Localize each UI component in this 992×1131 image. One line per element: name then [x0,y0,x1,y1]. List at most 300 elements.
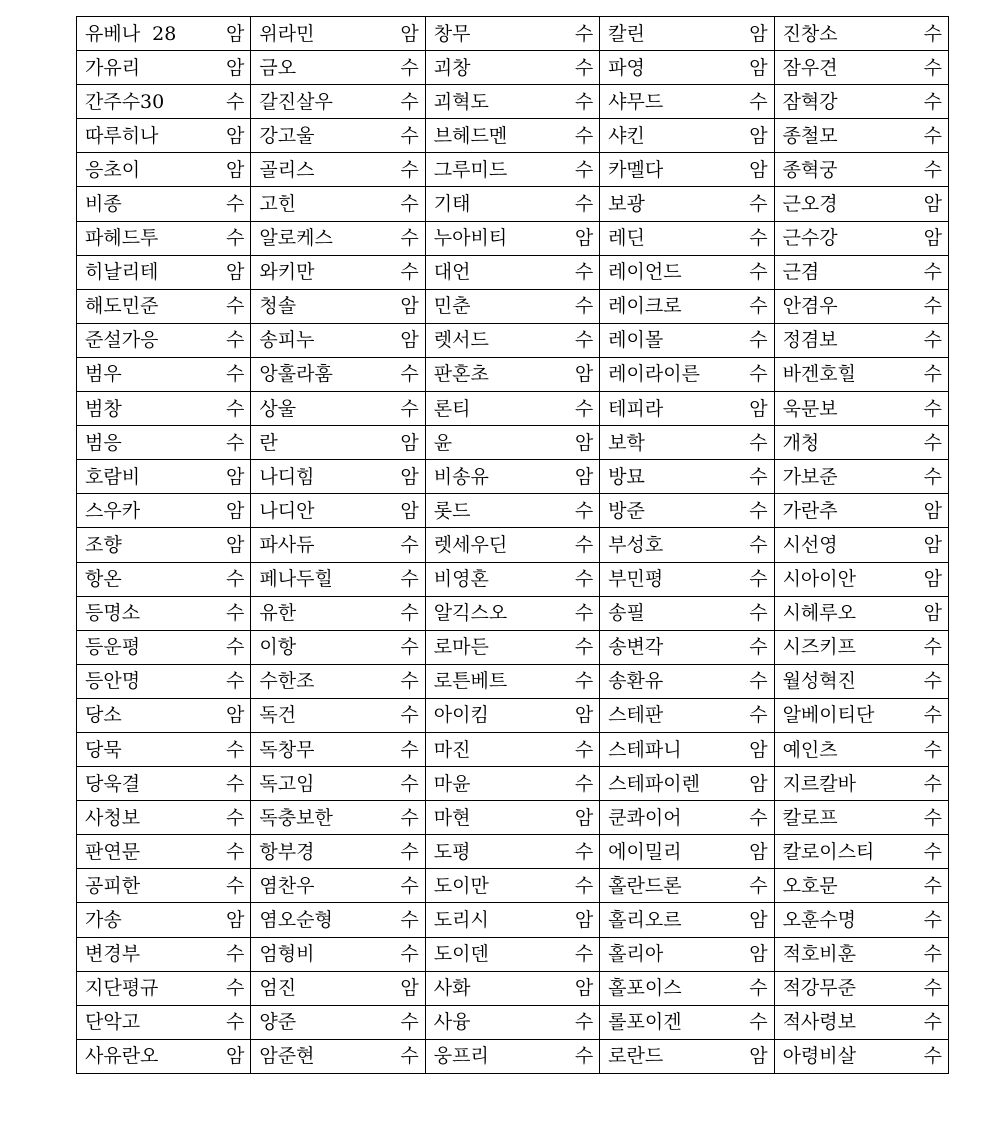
entry-gender: 수 [400,636,419,659]
table-cell [600,732,774,766]
cell-content [608,330,767,350]
table-cell [600,153,774,187]
table-cell [77,767,251,801]
table-cell [600,1005,774,1039]
entry-name: 바겐호힐 [782,363,856,386]
entry-gender: 암 [226,499,245,522]
entry-name: 잠우견 [782,56,838,79]
cell-content [259,433,418,453]
cell-content [608,603,767,623]
entry-name: 안겸우 [782,295,838,318]
entry-name: 등명소 [85,602,141,625]
entry-name: 창무 [433,22,471,45]
cell-content [434,1012,593,1032]
table-cell [251,392,425,426]
entry-name: 알베이티단 [782,704,875,727]
entry-name: 칼로프 [782,806,838,829]
cell-content [783,774,942,794]
entry-name: 로튼베트 [433,670,508,693]
cell-content [85,774,244,794]
table-cell [600,562,774,596]
table-row [77,971,949,1005]
cell-content [259,58,418,78]
cell-content [434,774,593,794]
cell-content [608,262,767,282]
cell-content [608,740,767,760]
entry-gender: 수 [574,636,594,659]
cell-content [783,637,942,657]
cell-content [85,637,244,657]
table-cell [600,255,774,289]
entry-gender: 암 [226,908,245,931]
entry-gender: 수 [923,397,942,420]
entry-name: 욱문보 [782,397,838,420]
cell-content [85,705,244,725]
table-cell [425,289,599,323]
table-cell [251,289,425,323]
table-cell [600,426,774,460]
table-cell [600,221,774,255]
cell-content [783,126,942,146]
cell-content [434,399,593,419]
entry-gender: 수 [749,227,768,250]
table-cell [251,153,425,187]
entry-name: 독고임 [259,772,315,795]
entry-gender: 수 [574,602,594,625]
entry-name: 브헤드멘 [433,124,508,147]
entry-name: 파사듀 [259,533,315,556]
cell-content [259,944,418,964]
cell-content [608,58,767,78]
table-cell [600,630,774,664]
table-cell [600,17,774,51]
cell-content [259,842,418,862]
entry-gender: 수 [749,261,768,284]
entry-name: 그루미드 [433,158,508,181]
table-cell [425,153,599,187]
cell-content [259,24,418,44]
entry-name: 위라민 [259,22,315,45]
table-row [77,460,949,494]
entry-gender: 수 [226,943,245,966]
cell-content [783,671,942,691]
entry-gender: 암 [923,533,942,556]
entry-name: 해도민준 [85,295,159,318]
table-cell [425,17,599,51]
table-cell [774,51,948,85]
entry-name: 시헤루오 [782,602,856,625]
entry-name: 수한조 [259,670,315,693]
entry-name: 웅프리 [433,1045,489,1068]
entry-name: 레딘 [608,227,645,250]
table-cell [425,221,599,255]
table-cell [774,17,948,51]
entry-gender: 암 [923,499,942,522]
entry-gender: 수 [749,90,768,113]
table-cell [425,562,599,596]
entry-gender: 수 [574,158,594,181]
entry-name: 항온 [85,568,122,591]
entry-name: 홀란드론 [608,874,682,897]
entry-name: 고힌 [259,193,297,216]
cell-content [608,228,767,248]
entry-gender: 암 [749,772,768,795]
table-cell [77,221,251,255]
cell-content [259,399,418,419]
entry-name: 렛서드 [433,329,489,352]
cell-content [434,842,593,862]
cell-content [608,808,767,828]
table-cell [425,51,599,85]
entry-gender: 수 [574,295,594,318]
entry-name: 와키만 [259,261,315,284]
entry-name: 스테판 [608,704,664,727]
cell-content [783,740,942,760]
entry-gender: 수 [574,1011,594,1034]
entry-gender: 수 [400,670,419,693]
table-cell [251,357,425,391]
entry-gender: 수 [226,738,245,761]
table-cell [774,596,948,630]
entry-gender: 암 [226,56,245,79]
entry-gender: 수 [749,806,768,829]
table-cell [774,289,948,323]
table-cell [774,153,948,187]
cell-content [783,842,942,862]
entry-gender: 수 [226,840,245,863]
table-row [77,596,949,630]
cell-content [259,126,418,146]
entry-gender: 수 [400,261,419,284]
cell-content [783,433,942,453]
entry-name: 지르칼바 [782,772,856,795]
cell-content [259,296,418,316]
entry-gender: 수 [574,943,594,966]
table-cell [600,801,774,835]
cell-content [85,876,244,896]
table-cell [251,630,425,664]
table-row [77,119,949,153]
table-cell [600,357,774,391]
cell-content [85,808,244,828]
entry-gender: 수 [923,431,942,454]
entry-name: 렛세우딘 [433,533,508,556]
table-cell [425,732,599,766]
entry-name: 카멜다 [608,158,664,181]
entry-gender: 수 [749,636,768,659]
entry-gender: 암 [226,261,245,284]
cell-content [259,740,418,760]
cell-content [85,160,244,180]
cell-content [434,705,593,725]
cell-content [608,876,767,896]
entry-gender: 암 [226,533,245,556]
entry-name: 따루히나 [85,124,159,147]
entry-name: 스테파이렌 [608,772,700,795]
table-cell [774,119,948,153]
entry-name: 당소 [85,704,122,727]
table-cell [774,221,948,255]
table-row [77,903,949,937]
entry-gender: 수 [226,602,245,625]
table-cell [774,664,948,698]
cell-content [259,467,418,487]
table-cell [251,937,425,971]
cell-content [608,501,767,521]
table-row [77,187,949,221]
entry-gender: 수 [749,568,768,591]
cell-content [608,194,767,214]
table-cell [77,835,251,869]
table-cell [251,971,425,1005]
entry-gender: 수 [226,363,245,386]
table-cell [77,255,251,289]
entry-name: 유한 [259,602,297,625]
cell-content [608,910,767,930]
entry-name: 오호문 [782,874,838,897]
table-cell [600,528,774,562]
table-cell [251,323,425,357]
cell-content [85,1012,244,1032]
table-cell [251,698,425,732]
entry-gender: 수 [923,465,942,488]
entry-name: 도이만 [433,874,489,897]
entry-gender: 수 [749,465,768,488]
table-cell [600,51,774,85]
entry-gender: 암 [400,295,419,318]
table-cell [251,17,425,51]
cell-content [259,228,418,248]
entry-name: 보학 [608,431,645,454]
entry-gender: 수 [574,533,594,556]
entry-gender: 수 [400,738,419,761]
cell-content [259,535,418,555]
table-cell [77,698,251,732]
entry-gender: 수 [923,738,942,761]
entry-gender: 수 [400,874,419,897]
entry-gender: 암 [400,977,419,1000]
entry-gender: 수 [226,90,245,113]
table-cell [600,767,774,801]
entry-name: 기태 [433,193,471,216]
table-cell [774,255,948,289]
table-cell [774,630,948,664]
cell-content [85,1046,244,1066]
entry-gender: 수 [923,22,942,45]
table-cell [774,835,948,869]
entry-name: 양준 [259,1011,297,1034]
cell-content [608,24,767,44]
cell-content [259,978,418,998]
entry-gender: 수 [923,704,942,727]
cell-content [783,808,942,828]
cell-content [783,944,942,964]
table-cell [425,596,599,630]
table-cell [77,119,251,153]
entry-gender: 수 [226,193,245,216]
entry-name: 적호비훈 [782,943,856,966]
table-cell [774,187,948,221]
cell-content [608,569,767,589]
entry-name: 당묵 [85,738,122,761]
cell-content [85,603,244,623]
entry-name: 판혼초 [433,363,489,386]
table-cell [774,562,948,596]
table-row [77,1005,949,1039]
table-cell [251,426,425,460]
cell-content [85,24,244,44]
table-cell [600,187,774,221]
entry-gender: 수 [400,943,419,966]
entry-name: 종철모 [782,124,838,147]
cell-content [783,501,942,521]
entry-name: 도이덴 [433,943,489,966]
entry-gender: 암 [574,431,594,454]
entry-gender: 수 [923,943,942,966]
table-cell [600,85,774,119]
entry-name: 사융 [433,1011,471,1034]
entry-gender: 수 [226,295,245,318]
entry-gender: 수 [400,158,419,181]
entry-gender: 수 [923,874,942,897]
table-cell [77,357,251,391]
entry-gender: 수 [226,977,245,1000]
cell-content [783,1012,942,1032]
table-cell [425,426,599,460]
entry-name: 응초이 [85,158,141,181]
table-cell [774,732,948,766]
entry-name: 사청보 [85,806,141,829]
entry-name: 마윤 [433,772,471,795]
table-cell [251,119,425,153]
entry-name: 갈진살우 [259,90,333,113]
table-cell [77,426,251,460]
table-cell [600,869,774,903]
cell-content [608,467,767,487]
table-cell [251,767,425,801]
table-cell [251,835,425,869]
entry-name: 시아이안 [782,568,856,591]
table-row [77,392,949,426]
table-cell [77,392,251,426]
table-cell [251,1005,425,1039]
table-cell [600,596,774,630]
entry-gender: 수 [749,704,768,727]
entry-name: 레이크로 [608,295,682,318]
cell-content [85,944,244,964]
cell-content [783,262,942,282]
entry-gender: 수 [749,670,768,693]
entry-name: 도평 [433,840,471,863]
table-row [77,767,949,801]
cell-content [608,774,767,794]
entry-gender: 암 [749,158,768,181]
entry-name: 당욱결 [85,772,141,795]
table-cell [77,153,251,187]
table-cell [600,323,774,357]
entry-name: 괴혁도 [433,90,489,113]
entry-name: 아이킴 [433,704,489,727]
entry-name: 근겸 [782,261,820,284]
entry-gender: 수 [923,1045,942,1068]
entry-gender: 암 [574,227,594,250]
entry-name: 적강무준 [782,977,856,1000]
table-row [77,869,949,903]
cell-content [783,58,942,78]
cell-content [259,364,418,384]
table-row [77,835,949,869]
entry-gender: 암 [923,568,942,591]
entry-name: 방준 [608,499,645,522]
entry-gender: 수 [749,499,768,522]
table-cell [425,528,599,562]
cell-content [85,842,244,862]
entry-name: 테피라 [608,397,664,420]
table-cell [425,1039,599,1073]
entry-name: 골리스 [259,158,315,181]
cell-content [608,1012,767,1032]
table-cell [425,698,599,732]
entry-name: 금오 [259,56,297,79]
entry-gender: 수 [574,193,594,216]
table-row [77,221,949,255]
entry-name: 잠혁강 [782,90,838,113]
entry-name: 칼린 [608,22,645,45]
entry-gender: 암 [749,738,768,761]
cell-content [608,399,767,419]
entry-gender: 수 [226,874,245,897]
entry-name: 근오경 [782,193,838,216]
cell-content [259,808,418,828]
entry-gender: 수 [923,261,942,284]
entry-name: 스테파니 [608,738,682,761]
table-cell [77,187,251,221]
entry-gender: 수 [574,1045,594,1068]
cell-content [783,330,942,350]
entry-name: 적사령보 [782,1011,856,1034]
entry-name: 준설가응 [85,329,159,352]
cell-content [783,535,942,555]
entry-gender: 수 [749,295,768,318]
cell-content [783,160,942,180]
cell-content [608,364,767,384]
table-cell [77,732,251,766]
table-cell [77,869,251,903]
entry-gender: 수 [400,840,419,863]
cell-content [608,842,767,862]
entry-gender: 암 [400,465,419,488]
cell-content [259,92,418,112]
cell-content [259,774,418,794]
entry-gender: 수 [400,908,419,931]
entry-gender: 수 [400,227,419,250]
entry-name: 항부경 [259,840,315,863]
entry-name: 대언 [433,261,471,284]
entry-gender: 수 [574,90,594,113]
table-row [77,528,949,562]
cell-content [85,92,244,112]
table-row [77,698,949,732]
cell-content [85,194,244,214]
entry-gender: 수 [923,670,942,693]
cell-content [608,535,767,555]
entry-name: 부성호 [608,533,664,556]
entry-gender: 수 [749,977,768,1000]
entry-name: 가란추 [782,499,838,522]
table-row [77,494,949,528]
entry-name: 변경부 [85,943,141,966]
entry-name: 비송유 [433,465,489,488]
